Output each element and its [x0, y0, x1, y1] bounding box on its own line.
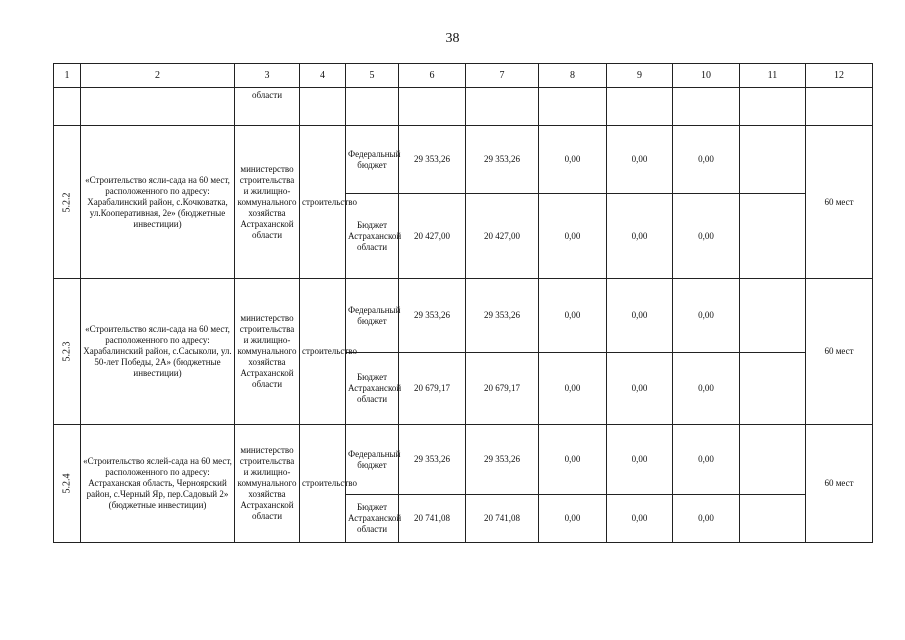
value-cell: 20 427,00: [399, 194, 466, 279]
row-number: 5.2.4: [61, 473, 73, 494]
header-row: [54, 64, 873, 88]
table-cell: [346, 88, 399, 126]
table-cell: [673, 88, 740, 126]
value-cell: 20 741,08: [466, 495, 539, 543]
row-description: «Строительство ясли-сада на 60 мест, расположенного по адресу: Харабалинский район, с.Кочковатка, ул.Кооперативная, 2е» (бюджетные инвестиции): [81, 126, 235, 279]
header-cell: 7: [466, 64, 539, 88]
value-cell: 0,00: [673, 126, 740, 194]
value-cell: 29 353,26: [466, 126, 539, 194]
continuation-executor: области: [235, 88, 300, 126]
value-cell: 20 679,17: [399, 353, 466, 425]
value-cell: 0,00: [539, 279, 607, 353]
header-cell: 10: [673, 64, 740, 88]
header-cell: 1: [54, 64, 81, 88]
budget-table: [53, 63, 873, 543]
row-executor: министерство строительства и жилищно-коммунального хозяйства Астраханской области: [235, 425, 300, 543]
row-executor: министерство строительства и жилищно-коммунального хозяйства Астраханской области: [235, 126, 300, 279]
value-cell: [740, 495, 806, 543]
row-number-cell: [54, 126, 81, 279]
row-number-cell: [54, 425, 81, 543]
value-cell: 20 679,17: [466, 353, 539, 425]
row-result: 60 мест: [806, 425, 873, 543]
value-cell: 20 741,08: [399, 495, 466, 543]
row-result: 60 мест: [806, 279, 873, 425]
value-cell: 0,00: [673, 425, 740, 495]
value-cell: [740, 279, 806, 353]
header-cell: 6: [399, 64, 466, 88]
header-cell: 3: [235, 64, 300, 88]
row-number: 5.2.3: [61, 341, 73, 362]
row-type: строительство: [300, 126, 346, 279]
table-cell: [740, 88, 806, 126]
value-cell: 0,00: [539, 126, 607, 194]
value-cell: 29 353,26: [399, 126, 466, 194]
value-cell: 0,00: [607, 194, 673, 279]
value-cell: 0,00: [539, 194, 607, 279]
table-cell: [54, 88, 81, 126]
value-cell: 29 353,26: [466, 425, 539, 495]
table-cell: [466, 88, 539, 126]
row-type: строительство: [300, 279, 346, 425]
table-row: [54, 425, 873, 495]
row-number-cell: [54, 279, 81, 425]
funding-source: Федеральный бюджет: [346, 126, 399, 194]
value-cell: 0,00: [539, 353, 607, 425]
table-cell: [607, 88, 673, 126]
value-cell: 29 353,26: [399, 279, 466, 353]
value-cell: [740, 353, 806, 425]
header-cell: 5: [346, 64, 399, 88]
funding-source: Бюджет Астраханской области: [346, 194, 399, 279]
value-cell: 0,00: [673, 279, 740, 353]
value-cell: 0,00: [607, 126, 673, 194]
header-cell: 4: [300, 64, 346, 88]
value-cell: 0,00: [673, 495, 740, 543]
value-cell: 0,00: [607, 425, 673, 495]
table-cell: [300, 88, 346, 126]
header-cell: 2: [81, 64, 235, 88]
header-cell: 9: [607, 64, 673, 88]
value-cell: 0,00: [673, 353, 740, 425]
row-description: «Строительство ясли-сада на 60 мест, расположенного по адресу: Харабалинский район, с.Сасыколи, ул. 50-лет Победы, 2А» (бюджетные инвестиции): [81, 279, 235, 425]
value-cell: 0,00: [607, 353, 673, 425]
value-cell: 29 353,26: [399, 425, 466, 495]
row-type: строительство: [300, 425, 346, 543]
table-row: [54, 126, 873, 194]
row-number: 5.2.2: [61, 192, 73, 212]
value-cell: 0,00: [539, 425, 607, 495]
table-cell: [539, 88, 607, 126]
value-cell: 29 353,26: [466, 279, 539, 353]
row-result: 60 мест: [806, 126, 873, 279]
value-cell: [740, 126, 806, 194]
table-cell: [81, 88, 235, 126]
row-description: «Строительство яслей-сада на 60 мест, расположенного по адресу: Астраханская область, Черноярский район, с.Черный Яр, пер.Садовый 2» (бюджетные инвестиции): [81, 425, 235, 543]
value-cell: [740, 194, 806, 279]
value-cell: 0,00: [673, 194, 740, 279]
funding-source: Бюджет Астраханской области: [346, 353, 399, 425]
table-cell: [399, 88, 466, 126]
funding-source: Федеральный бюджет: [346, 425, 399, 495]
value-cell: 0,00: [607, 279, 673, 353]
value-cell: 20 427,00: [466, 194, 539, 279]
value-cell: 0,00: [607, 495, 673, 543]
table-cell: [806, 88, 873, 126]
header-cell: 11: [740, 64, 806, 88]
funding-source: Бюджет Астраханской области: [346, 495, 399, 543]
table-row: [54, 279, 873, 353]
header-cell: 12: [806, 64, 873, 88]
page-number: 38: [445, 31, 460, 46]
row-executor: министерство строительства и жилищно-коммунального хозяйства Астраханской области: [235, 279, 300, 425]
value-cell: [740, 425, 806, 495]
funding-source: Федеральный бюджет: [346, 279, 399, 353]
header-cell: 8: [539, 64, 607, 88]
continuation-row: [54, 88, 873, 126]
value-cell: 0,00: [539, 495, 607, 543]
